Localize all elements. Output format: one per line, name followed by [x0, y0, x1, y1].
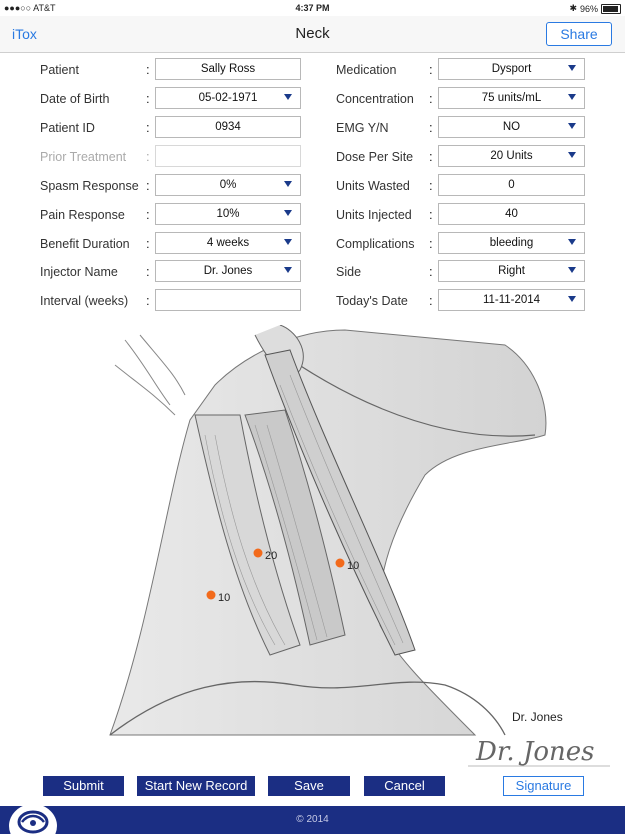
patient-id-label: Patient ID [40, 121, 95, 135]
concentration-value: 75 units/mL [481, 92, 542, 104]
signature-name: Dr. Jones [512, 710, 563, 724]
medication-label: Medication [336, 63, 397, 77]
status-bar [0, 0, 625, 16]
battery-percent: 96% [579, 3, 598, 14]
colon: : [429, 62, 433, 77]
chevron-down-icon [568, 239, 576, 245]
colon: : [429, 236, 433, 251]
status-time: 4:37 PM [295, 3, 330, 13]
colon: : [429, 120, 433, 135]
dose-per-site-value: 20 Units [490, 150, 533, 162]
complications-dropdown[interactable] [438, 232, 585, 254]
patient-id-field[interactable]: 0934 [155, 116, 301, 138]
injection-site-marker[interactable] [336, 559, 345, 568]
dose-per-site-dropdown[interactable] [438, 145, 585, 167]
injection-site-units: 10 [218, 592, 231, 604]
form-row-units-injected [0, 203, 625, 227]
bluetooth-icon: ✱ [569, 3, 577, 13]
prior-treatment-label: Prior Treatment [40, 150, 127, 164]
colon: : [146, 149, 150, 164]
signature-button[interactable]: Signature [503, 776, 584, 796]
form-row-units-wasted [0, 174, 625, 198]
share-button[interactable]: Share [546, 22, 612, 46]
units-wasted-field[interactable]: 0 [438, 174, 585, 196]
colon: : [146, 62, 150, 77]
colon: : [146, 236, 150, 251]
save-button[interactable]: Save [268, 776, 350, 796]
units-wasted-label: Units Wasted [336, 179, 410, 193]
injection-site-marker[interactable] [207, 591, 216, 600]
form-row-todays-date [0, 289, 625, 313]
emg-value: NO [502, 121, 521, 133]
colon: : [429, 149, 433, 164]
chevron-down-icon [568, 267, 576, 273]
colon: : [429, 178, 433, 193]
colon: : [146, 264, 150, 279]
injection-site-marker[interactable] [254, 549, 263, 558]
chevron-down-icon [568, 152, 576, 158]
form-row-emg [0, 116, 625, 140]
pain-response-label: Pain Response [40, 208, 125, 222]
injection-site-units: 10 [347, 560, 360, 572]
carrier-signal: ●●●○○ AT&T [4, 3, 56, 13]
dose-per-site-label: Dose Per Site [336, 150, 414, 164]
status-right [569, 3, 621, 14]
medication-value: Dysport [491, 63, 532, 75]
dob-value: 05-02-1971 [198, 92, 258, 104]
units-injected-label: Units Injected [336, 208, 412, 222]
side-label: Side [336, 265, 362, 279]
injector-name-value: Dr. Jones [203, 265, 253, 277]
colon: : [429, 293, 433, 308]
copyright-text: © 2014 [296, 814, 329, 825]
cancel-button[interactable]: Cancel [364, 776, 445, 796]
concentration-label: Concentration [336, 92, 414, 106]
benefit-duration-label: Benefit Duration [40, 237, 130, 251]
chevron-down-icon [568, 94, 576, 100]
form-row-concentration [0, 87, 625, 111]
colon: : [429, 207, 433, 222]
chevron-down-icon [568, 296, 576, 302]
spasm-response-label: Spasm Response [40, 179, 139, 193]
units-injected-field[interactable]: 40 [438, 203, 585, 225]
chevron-down-icon [568, 65, 576, 71]
signature-image [468, 728, 610, 774]
patient-field[interactable]: Sally Ross [155, 58, 301, 80]
complications-value: bleeding [489, 237, 534, 249]
neck-anatomy-illustration[interactable] [95, 325, 585, 740]
todays-date-value: 11-11-2014 [482, 294, 541, 306]
battery-icon [601, 4, 621, 14]
dob-label: Date of Birth [40, 92, 110, 106]
emg-dropdown[interactable] [438, 116, 585, 138]
side-dropdown[interactable] [438, 260, 585, 282]
action-bar [0, 776, 625, 798]
benefit-duration-value: 4 weeks [206, 237, 250, 249]
pain-response-value: 10% [216, 208, 240, 220]
spasm-response-value: 0% [219, 179, 237, 191]
complications-label: Complications [336, 237, 415, 251]
concentration-dropdown[interactable] [438, 87, 585, 109]
todays-date-dropdown[interactable] [438, 289, 585, 311]
footer [0, 806, 625, 834]
navigation-bar [0, 16, 625, 53]
side-value: Right [498, 265, 525, 277]
chevron-down-icon [568, 123, 576, 129]
form-row-complications [0, 232, 625, 256]
colon: : [429, 264, 433, 279]
medication-dropdown[interactable] [438, 58, 585, 80]
start-new-record-button[interactable]: Start New Record [137, 776, 255, 796]
colon: : [146, 207, 150, 222]
signature-handwriting: Dr. Jones [476, 737, 595, 767]
app-logo-icon[interactable] [8, 798, 58, 834]
colon: : [146, 120, 150, 135]
interval-label: Interval (weeks) [40, 294, 129, 308]
form-row-medication [0, 58, 625, 82]
form-row-side [0, 260, 625, 284]
emg-label: EMG Y/N [336, 121, 389, 135]
injector-name-label: Injector Name [40, 265, 118, 279]
colon: : [146, 91, 150, 106]
submit-button[interactable]: Submit [43, 776, 124, 796]
colon: : [146, 293, 150, 308]
form-row-dose-per-site [0, 145, 625, 169]
page-title: Neck [295, 25, 330, 42]
todays-date-label: Today's Date [336, 294, 408, 308]
back-button[interactable]: iTox [12, 26, 37, 42]
injection-site-units: 20 [265, 550, 278, 562]
colon: : [146, 178, 150, 193]
patient-label: Patient [40, 63, 79, 77]
colon: : [429, 91, 433, 106]
